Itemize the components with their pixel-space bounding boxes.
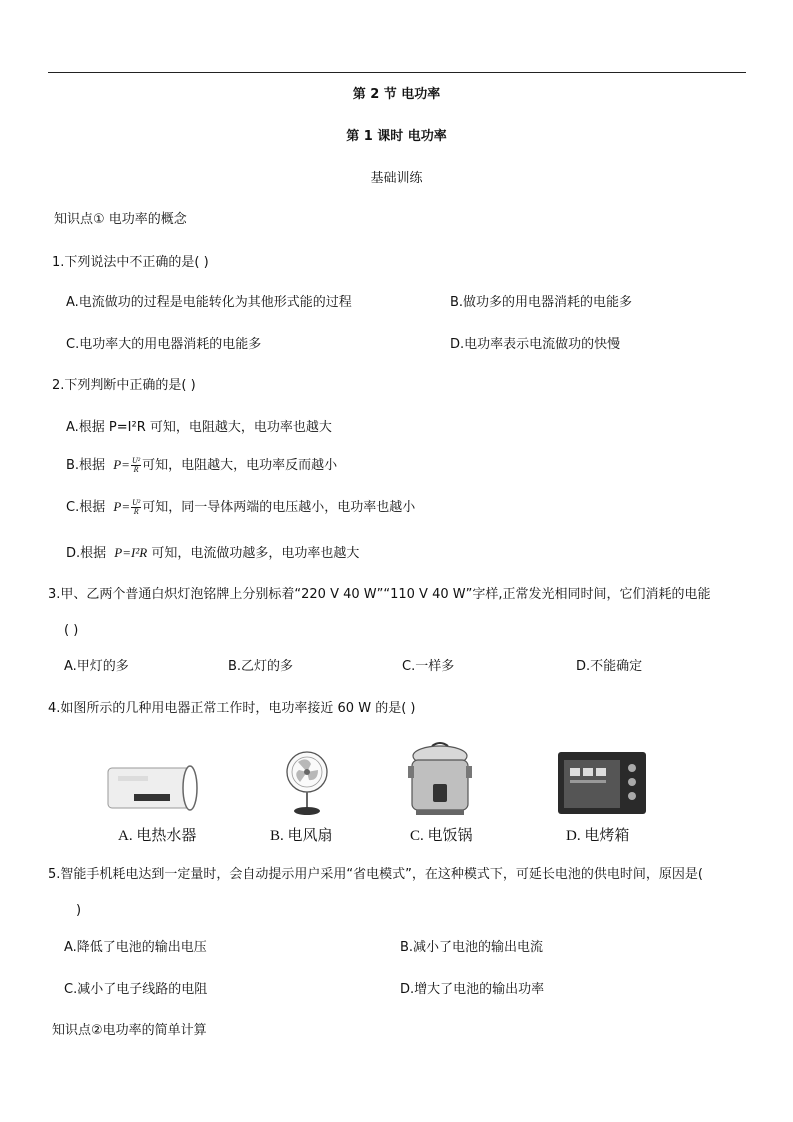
water-heater-image [104,762,202,820]
q2-option-d [66,546,359,560]
q2-c-suffix: 可知，同一导体两端的电压越小，电功率也越小 [142,500,416,515]
q1-option-b: B.做功多的用电器消耗的电能多 [450,295,633,310]
q2-option-b [66,457,337,474]
formula-denominator: R [133,465,139,474]
formula-d: P=I²R [114,545,148,560]
appliance-caption-b: B. 电风扇 [270,828,333,844]
q2-stem: 2.下列判断中正确的是( ) [52,378,196,393]
formula-numerator: U² [132,498,141,507]
q5-option-a: A.降低了电池的输出电压 [64,940,207,955]
q2-c-prefix: C.根据 [66,500,106,515]
q5-option-b: B.减小了电池的输出电流 [400,940,544,955]
q2-d-suffix: 可知，电流做功越多，电功率也越大 [151,546,360,561]
q2-b-suffix: 可知，电阻越大，电功率反而越小 [142,458,338,473]
q1-option-d: D.电功率表示电流做功的快慢 [450,337,621,352]
q3-stem: 3.甲、乙两个普通白炽灯泡铭牌上分别标着“220 V 40 W”“110 V 40 W”字样,正常发光相同时间，它们消耗的电能 [48,587,711,602]
knowledge-point-2: 知识点②电功率的简单计算 [52,1023,207,1038]
q5-option-c: C.减小了电子线路的电阻 [64,982,208,997]
q5-stem-continued: ) [76,903,82,918]
formula-fraction [131,457,141,474]
formula-denominator: R [133,507,139,516]
formula-fraction [131,499,141,516]
q4-stem: 4.如图所示的几种用电器正常工作时，电功率接近 60 W 的是( ) [48,701,416,716]
subtitle: 基础训练 [370,171,423,186]
formula-p: P [113,457,122,472]
knowledge-point-1: 知识点① 电功率的概念 [54,212,187,227]
appliance-caption-c: C. 电饭锅 [410,828,473,844]
q2-b-prefix: B.根据 [66,458,106,473]
q3-option-a: A.甲灯的多 [64,659,129,674]
appliance-caption-a: A. 电热水器 [118,828,197,844]
q1-option-a: A.电流做功的过程是电能转化为其他形式能的过程 [66,295,352,310]
q2-d-prefix: D.根据 [66,546,107,561]
formula-eq: = [121,499,131,514]
q2-option-c [66,499,415,516]
header-rule [48,72,746,73]
q5-option-d: D.增大了电池的输出功率 [400,982,545,997]
section-title: 第 2 节 电功率 [352,87,441,102]
q1-option-c: C.电功率大的用电器消耗的电能多 [66,337,262,352]
rice-cooker-image [406,738,474,822]
q3-option-d: D.不能确定 [576,659,643,674]
electric-fan-image [278,748,336,820]
formula-numerator: U² [131,456,141,465]
q3-option-b: B.乙灯的多 [228,659,294,674]
q3-option-c: C.一样多 [402,659,455,674]
formula-p: P [113,499,122,514]
appliance-caption-d: D. 电烤箱 [566,828,630,844]
q1-stem: 1.下列说法中不正确的是( ) [52,255,209,270]
lesson-title: 第 1 课时 电功率 [346,129,447,144]
formula-eq: = [121,457,130,472]
q5-stem: 5.智能手机耗电达到一定量时，会自动提示用户采用“省电模式”，在这种模式下，可延长电池的供电时间，原因是( [48,867,703,882]
electric-oven-image [556,748,648,818]
q3-stem-continued: ( ) [64,623,79,638]
q2-option-a: A.根据 P=I²R 可知，电阻越大，电功率也越大 [66,420,332,435]
